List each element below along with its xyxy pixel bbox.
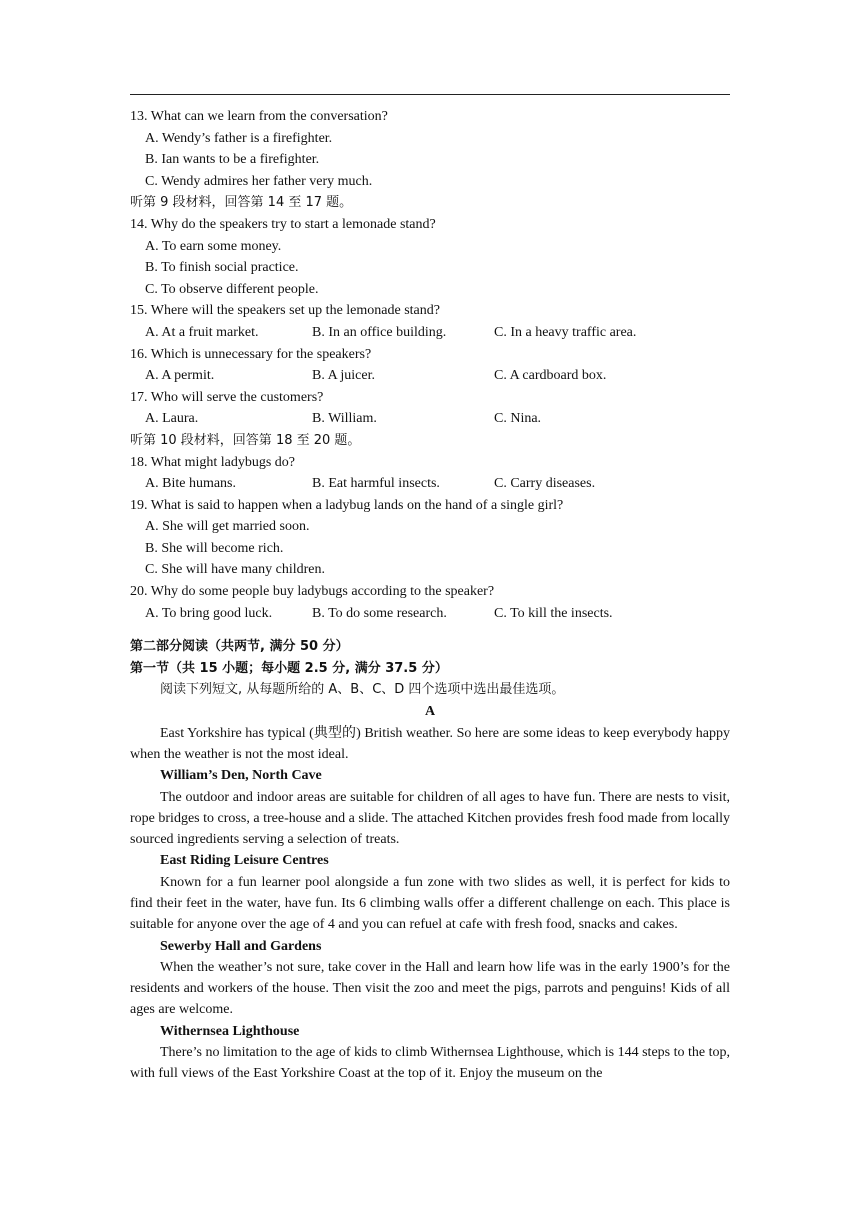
option-13b: B. Ian wants to be a firefighter. <box>145 152 320 168</box>
option-15c: C. In a heavy traffic area. <box>494 324 637 340</box>
option-14c: C. To observe different people. <box>145 281 319 297</box>
heading-withernsea-lighthouse: Withernsea Lighthouse <box>160 1023 300 1039</box>
options-16 <box>130 365 730 387</box>
section-9-instruction: 听第 9 段材料，回答第 14 至 17 题。 <box>130 195 353 211</box>
option-20a: A. To bring good luck. <box>145 605 273 621</box>
option-19a: A. She will get married soon. <box>145 519 310 535</box>
paragraph-williams-den: The outdoor and indoor areas are suitable for children of all ages to have fun. There are nests to visit, rope bridges to cross, a tree-house and a slide. The attached Kitchen provides fresh food made from locally sourced ingredients serving a selection of treats. <box>130 789 730 848</box>
paragraph-leisure-centres: Known for a fun learner pool alongside a fun zone with two slides as well, it is perfect for kids to find their feet in the water, have fun. Its 6 climbing walls offer a different challenge on each. This place is suitable for anyone over the age of 4 and you can refuel at cafe with fresh food, snacks and cakes. <box>130 874 730 933</box>
option-20b: B. To do some research. <box>312 605 447 621</box>
passage-intro: East Yorkshire has typical (典型的) British weather. So here are some ideas to keep everybody happy when the weather is not the most ideal. <box>130 725 730 762</box>
option-17c: C. Nina. <box>494 411 542 427</box>
option-16c: C. A cardboard box. <box>494 368 607 384</box>
option-18a: A. Bite humans. <box>145 476 236 492</box>
listening-questions <box>130 106 730 1085</box>
question-17: 17. Who will serve the customers? <box>130 389 324 405</box>
question-14: 14. Why do the speakers try to start a lemonade stand? <box>130 216 436 232</box>
paragraph-sewerby-hall: When the weather’s not sure, take cover in the Hall and learn how life was in the early 1900’s for the residents and workers of the house. Then visit the zoo and meet the pigs, parrots and penguins! Kids of all ages are welcome. <box>130 959 730 1018</box>
options-20 <box>130 603 730 625</box>
option-14a: A. To earn some money. <box>145 238 282 254</box>
options-17 <box>130 408 730 430</box>
option-18c: C. Carry diseases. <box>494 476 596 492</box>
question-15: 15. Where will the speakers set up the lemonade stand? <box>130 303 440 319</box>
paragraph-withernsea-lighthouse: There’s no limitation to the age of kids to climb Withernsea Lighthouse, which is 144 steps to the top, with full views of the East Yorkshire Coast at the top of it. Enjoy the museum on the <box>130 1045 730 1082</box>
question-18: 18. What might ladybugs do? <box>130 454 295 470</box>
option-13a: A. Wendy’s father is a firefighter. <box>145 130 333 146</box>
option-19c: C. She will have many children. <box>145 562 326 578</box>
option-15a: A. At a fruit market. <box>145 324 259 340</box>
passage-label: A <box>424 704 436 720</box>
section-10-instruction: 听第 10 段材料，回答第 18 至 20 题。 <box>130 432 361 448</box>
question-19: 19. What is said to happen when a ladybug lands on the hand of a single girl? <box>130 497 564 513</box>
options-15 <box>130 322 730 344</box>
header-rule <box>130 94 730 95</box>
question-16: 16. Which is unnecessary for the speakers? <box>130 346 372 362</box>
heading-leisure-centres: East Riding Leisure Centres <box>160 853 329 869</box>
heading-sewerby-hall: Sewerby Hall and Gardens <box>160 938 322 954</box>
option-16a: A. A permit. <box>145 368 215 384</box>
option-19b: B. She will become rich. <box>145 540 284 556</box>
question-20: 20. Why do some people buy ladybugs according to the speaker? <box>130 584 495 600</box>
option-18b: B. Eat harmful insects. <box>312 476 440 492</box>
heading-williams-den: William’s Den, North Cave <box>160 768 322 784</box>
option-17a: A. Laura. <box>145 411 199 427</box>
option-16b: B. A juicer. <box>312 368 375 384</box>
part-2-title: 第二部分阅读（共两节, 满分 50 分） <box>130 639 349 655</box>
options-18 <box>130 473 730 495</box>
option-20c: C. To kill the insects. <box>494 605 613 621</box>
section-1-title: 第一节（共 15 小题；每小题 2.5 分, 满分 37.5 分） <box>130 660 448 676</box>
option-14b: B. To finish social practice. <box>145 260 299 276</box>
option-13c: C. Wendy admires her father very much. <box>145 173 373 189</box>
reading-instruction: 阅读下列短文, 从每题所给的 A、B、C、D 四个选项中选出最佳选项。 <box>160 682 565 698</box>
option-17b: B. William. <box>312 411 377 427</box>
question-13: 13. What can we learn from the conversation? <box>130 109 388 124</box>
option-15b: B. In an office building. <box>312 324 447 340</box>
